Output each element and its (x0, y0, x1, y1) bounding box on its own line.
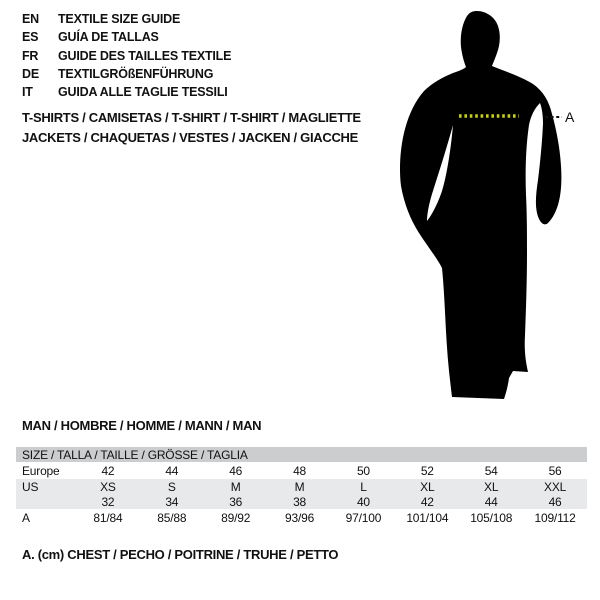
size-value: 56 (548, 463, 562, 478)
language-list (22, 10, 231, 101)
section-title-man: MAN / HOMBRE / HOMME / MANN / MAN (22, 418, 262, 433)
garment-categories (22, 108, 361, 148)
language-code: IT (22, 85, 33, 100)
size-value: 50 (356, 463, 370, 478)
size-value: M (230, 479, 241, 494)
row-label: Europe (22, 463, 60, 478)
size-value: 48 (293, 463, 307, 478)
size-value: 32 (101, 494, 115, 509)
language-label: GUÍA DE TALLAS (58, 30, 159, 45)
language-row (22, 47, 231, 65)
language-code: EN (22, 12, 39, 26)
size-value: XS (100, 479, 116, 494)
size-value: 46 (229, 463, 243, 478)
measure-label-a: A (565, 109, 575, 125)
size-value: 101/104 (406, 511, 449, 525)
size-value: XL (420, 479, 435, 494)
language-code: DE (22, 66, 39, 81)
table-row-us-numeric (16, 494, 587, 509)
category-jackets: JACKETS / CHAQUETAS / VESTES / JACKEN / GIACCHE (22, 130, 358, 145)
table-row-us (16, 479, 587, 494)
chest-measure-footnote: A. (cm) CHEST / PECHO / POITRINE / TRUHE / PETTO (22, 547, 339, 562)
language-row (22, 28, 231, 46)
size-value: 42 (420, 494, 434, 509)
size-value: 46 (548, 494, 562, 509)
size-value: 54 (484, 463, 498, 478)
table-row-europe (16, 462, 587, 479)
size-value: S (167, 479, 176, 494)
language-row (22, 83, 231, 101)
size-table-header (16, 447, 587, 462)
language-code: FR (22, 48, 39, 63)
size-value: L (360, 479, 367, 494)
size-value: 105/108 (470, 511, 513, 525)
size-value: 38 (293, 494, 307, 509)
size-value: 85/88 (157, 511, 187, 525)
row-label: A (22, 511, 30, 525)
category-tshirts: T-SHIRTS / CAMISETAS / T-SHIRT / T-SHIRT / MAGLIETTE (22, 110, 361, 125)
language-label: GUIDE DES TAILLES TEXTILE (58, 48, 232, 63)
size-table (16, 447, 587, 527)
language-label: TEXTILE SIZE GUIDE (58, 12, 181, 26)
size-value: 44 (484, 494, 498, 509)
row-label: US (22, 479, 39, 494)
size-value: 34 (165, 494, 179, 509)
size-value: M (294, 479, 305, 494)
size-value: 44 (165, 463, 179, 478)
language-row (22, 10, 231, 28)
size-value: XL (484, 479, 499, 494)
language-code: ES (22, 30, 39, 45)
size-value: 81/84 (93, 511, 123, 525)
size-value: 109/112 (534, 511, 576, 525)
size-table-header-label: SIZE / TALLA / TAILLE / GRÖSSE / TAGLIA (22, 447, 248, 462)
size-value: XXL (544, 479, 567, 494)
table-row-chest-cm (16, 509, 587, 527)
man-silhouette-figure (392, 5, 578, 405)
language-label: GUIDA ALLE TAGLIE TESSILI (58, 85, 228, 100)
size-value: 36 (229, 494, 243, 509)
man-silhouette (400, 11, 561, 399)
size-value: 42 (101, 463, 115, 478)
size-value: 40 (356, 494, 370, 509)
language-row (22, 65, 231, 83)
language-label: TEXTILGRÖßENFÜHRUNG (58, 66, 214, 81)
size-value: 93/96 (285, 511, 315, 525)
size-value: 52 (420, 463, 434, 478)
size-value: 89/92 (221, 511, 251, 525)
size-value: 97/100 (345, 511, 382, 525)
